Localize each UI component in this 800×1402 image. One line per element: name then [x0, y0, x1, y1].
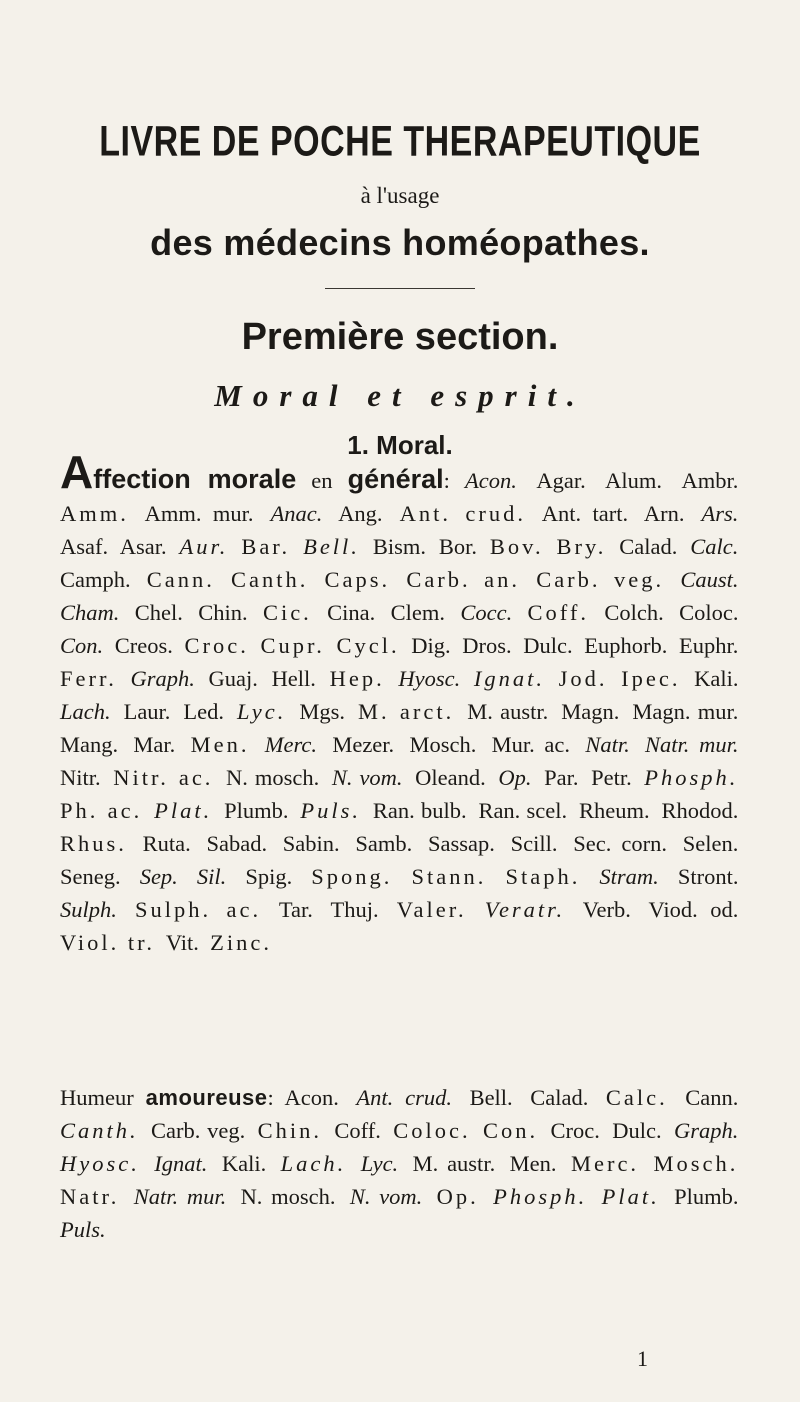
remedy-abbreviation: Hyosc. [60, 1151, 140, 1176]
remedy-abbreviation: Mang. [60, 732, 119, 757]
remedy-abbreviation: Merc. [264, 732, 318, 757]
remedy-abbreviation: Scill. [510, 831, 558, 856]
remedy-abbreviation: Dulc. [523, 633, 573, 658]
remedy-abbreviation: Veratr. [484, 897, 566, 922]
remedy-abbreviation: Plumb. [224, 798, 289, 823]
remedy-abbreviation: Thuj. [330, 897, 379, 922]
page-number: 1 [637, 1346, 648, 1371]
remedy-abbreviation: Bov. [489, 534, 544, 559]
remedy-abbreviation: Merc. [570, 1151, 640, 1176]
remedy-abbreviation: N. vom. [349, 1184, 423, 1209]
paragraph-humeur-amoureuse [60, 1081, 744, 1246]
remedy-abbreviation: Caps. [324, 567, 391, 592]
remedy-abbreviation: Guaj. [208, 666, 258, 691]
remedy-abbreviation: Hell. [271, 666, 316, 691]
remedy-abbreviation: Men. [190, 732, 250, 757]
remedy-abbreviation: N. mosch. [240, 1184, 336, 1209]
remedy-abbreviation: Acon. [465, 468, 517, 493]
remedy-abbreviation: Sassap. [428, 831, 495, 856]
drop-cap: A [60, 446, 94, 498]
remedy-abbreviation: Petr. [591, 765, 632, 790]
remedy-abbreviation: Cupr. [260, 633, 325, 658]
heading-general: général [347, 464, 444, 494]
remedy-abbreviation: Coff. [527, 600, 590, 625]
heading-rest: ffection morale [93, 464, 297, 494]
remedy-abbreviation: Cina. [327, 600, 376, 625]
remedy-abbreviation: Ambr. [681, 468, 739, 493]
remedy-abbreviation: Ipec. [621, 666, 681, 691]
remedy-abbreviation: Caust. [680, 567, 739, 592]
remedy-abbreviation: Vit. [165, 930, 199, 955]
remedy-abbreviation: Calad. [530, 1085, 589, 1110]
remedy-abbreviation: Sec. corn. [573, 831, 668, 856]
remedy-abbreviation: Plat. [154, 798, 213, 823]
remedy-abbreviation: Agar. [536, 468, 586, 493]
remedy-abbreviation: Valer. [396, 897, 467, 922]
section-title: Première section. [241, 316, 559, 358]
remedy-abbreviation: Canth. [231, 567, 309, 592]
remedy-abbreviation: Arn. [643, 501, 685, 526]
remedy-abbreviation: Sep. [139, 864, 178, 889]
remedy-abbreviation: Bor. [438, 534, 478, 559]
remedy-abbreviation: Natr. mur. [645, 732, 739, 757]
remedy-abbreviation: Phosph. [493, 1184, 588, 1209]
paragraph-heading [60, 446, 297, 498]
remedy-abbreviation: Camph. [60, 567, 131, 592]
remedy-abbreviation: Lach. [280, 1151, 347, 1176]
remedy-abbreviation: Bism. [372, 534, 426, 559]
remedy-abbreviation: Samb. [355, 831, 413, 856]
remedy-abbreviation: Nitr. [60, 765, 101, 790]
remedy-abbreviation: Sulph. [60, 897, 117, 922]
remedy-abbreviation: Plumb. [674, 1184, 739, 1209]
remedy-abbreviation: Op. [436, 1184, 479, 1209]
remedy-abbreviation: Seneg. [60, 864, 121, 889]
remedy-abbreviation: Men. [509, 1151, 557, 1176]
remedy-abbreviation: Amm. [60, 501, 129, 526]
remedy-abbreviation: Cocc. [460, 600, 513, 625]
remedy-list [60, 468, 744, 955]
title-divider [325, 288, 475, 289]
remedy-abbreviation: Natr. mur. [133, 1184, 227, 1209]
remedy-abbreviation: Ran. scel. [478, 798, 568, 823]
remedy-abbreviation: Croc. [184, 633, 249, 658]
heading-en: en [311, 468, 333, 493]
remedy-abbreviation: Laur. [123, 699, 171, 724]
remedy-abbreviation: Coloc. [679, 600, 739, 625]
remedy-abbreviation: Ant. tart. [541, 501, 629, 526]
remedy-abbreviation: Rhodod. [661, 798, 739, 823]
remedy-abbreviation: Tar. [278, 897, 313, 922]
remedy-abbreviation: Creos. [114, 633, 173, 658]
remedy-abbreviation: Dros. [462, 633, 512, 658]
remedy-abbreviation: Canth. [60, 1118, 139, 1143]
subsection-title: 1. Moral. [347, 430, 453, 460]
remedy-abbreviation: Croc. [550, 1118, 600, 1143]
remedy-abbreviation: Sil. [196, 864, 227, 889]
remedy-abbreviation: Ph. ac. [60, 798, 143, 823]
remedy-abbreviation: Hyosc. [398, 666, 461, 691]
remedy-abbreviation: Cann. [685, 1085, 739, 1110]
remedy-abbreviation: Graph. [130, 666, 195, 691]
remedy-abbreviation: M. austr. [412, 1151, 496, 1176]
remedy-abbreviation: Oleand. [415, 765, 486, 790]
remedy-abbreviation: Dulc. [612, 1118, 662, 1143]
remedy-abbreviation: Mosch. [653, 1151, 739, 1176]
remedy-abbreviation: Ignat. [473, 666, 545, 691]
remedy-abbreviation: Par. [544, 765, 579, 790]
remedy-abbreviation: Hep. [329, 666, 385, 691]
book-title: LIVRE DE POCHE THERAPEUTIQUE [99, 118, 701, 166]
remedy-abbreviation: Mar. [133, 732, 176, 757]
remedy-abbreviation: M. austr. [467, 699, 549, 724]
paragraph-heading-bold: amoureuse [145, 1085, 268, 1110]
remedy-abbreviation: Kali. [694, 666, 739, 691]
remedy-abbreviation: Ruta. [142, 831, 191, 856]
remedy-abbreviation: Jod. [558, 666, 608, 691]
remedy-abbreviation: Asaf. [60, 534, 109, 559]
remedy-abbreviation: Spong. [311, 864, 393, 889]
remedy-abbreviation: Verb. [582, 897, 631, 922]
remedy-abbreviation: Alum. [605, 468, 663, 493]
remedy-abbreviation: N. mosch. [226, 765, 320, 790]
remedy-abbreviation: Aur. [179, 534, 229, 559]
remedy-abbreviation: Lyc. [236, 699, 287, 724]
remedy-abbreviation: Cycl. [336, 633, 400, 658]
remedy-abbreviation: Stram. [599, 864, 659, 889]
remedy-abbreviation: Puls. [60, 1217, 106, 1242]
remedy-abbreviation: M. arct. [357, 699, 455, 724]
remedy-abbreviation: Zinc. [210, 930, 273, 955]
remedy-abbreviation: Rhus. [60, 831, 127, 856]
remedy-abbreviation: Sabad. [206, 831, 268, 856]
remedy-abbreviation: Mgs. [299, 699, 345, 724]
remedy-abbreviation: Ferr. [60, 666, 117, 691]
remedy-abbreviation: Viol. tr. [60, 930, 156, 955]
heading-colon: : [267, 1085, 274, 1110]
remedy-abbreviation: Ignat. [154, 1151, 208, 1176]
remedy-abbreviation: Magn. mur. [632, 699, 739, 724]
remedy-abbreviation: Euphorb. [584, 633, 668, 658]
remedy-abbreviation: Calc. [605, 1085, 668, 1110]
paragraph-heading-word: Humeur [60, 1085, 134, 1110]
remedy-abbreviation: Bry. [556, 534, 607, 559]
remedy-abbreviation: Calc. [690, 534, 739, 559]
remedy-abbreviation: Mezer. [332, 732, 395, 757]
remedy-abbreviation: Spig. [245, 864, 293, 889]
remedy-abbreviation: Natr. [585, 732, 630, 757]
remedy-abbreviation: Sulph. ac. [134, 897, 262, 922]
remedy-abbreviation: Coff. [334, 1118, 381, 1143]
remedy-abbreviation: Rheum. [579, 798, 650, 823]
book-subtitle-audience: des médecins homéopathes. [150, 222, 650, 263]
remedy-abbreviation: Op. [498, 765, 532, 790]
remedy-abbreviation: Con. [60, 633, 104, 658]
remedy-abbreviation: Chin. [257, 1118, 323, 1143]
remedy-abbreviation: Chel. [134, 600, 183, 625]
remedy-abbreviation: Led. [183, 699, 224, 724]
remedy-abbreviation: Carb. veg. [536, 567, 665, 592]
remedy-abbreviation: Puls. [300, 798, 361, 823]
remedy-abbreviation: Plat. [601, 1184, 660, 1209]
remedy-abbreviation: Stront. [677, 864, 739, 889]
remedy-abbreviation: Nitr. ac. [113, 765, 214, 790]
remedy-abbreviation: Ars. [701, 501, 739, 526]
remedy-abbreviation: Acon. [284, 1085, 339, 1110]
remedy-abbreviation: Coloc. [393, 1118, 471, 1143]
remedy-abbreviation: Carb. an. [406, 567, 521, 592]
remedy-abbreviation: Cham. [60, 600, 120, 625]
remedy-abbreviation: Colch. [604, 600, 664, 625]
remedy-abbreviation: Lyc. [360, 1151, 399, 1176]
remedy-abbreviation: Mosch. [409, 732, 477, 757]
remedy-abbreviation: Ant. crud. [356, 1085, 453, 1110]
remedy-abbreviation: Kali. [221, 1151, 267, 1176]
remedy-abbreviation: Amm. mur. [144, 501, 254, 526]
remedy-abbreviation: Stann. [411, 864, 487, 889]
remedy-abbreviation: Asar. [119, 534, 167, 559]
heading-colon: : [443, 468, 450, 493]
remedy-abbreviation: Chin. [198, 600, 248, 625]
remedy-abbreviation: Clem. [390, 600, 445, 625]
remedy-abbreviation: Ang. [338, 501, 383, 526]
remedy-abbreviation: Bar. [241, 534, 291, 559]
chapter-title: Moral et esprit. [214, 378, 586, 413]
remedy-abbreviation: Euphr. [679, 633, 739, 658]
remedy-abbreviation: Magn. [561, 699, 620, 724]
remedy-abbreviation: Calad. [619, 534, 678, 559]
remedy-abbreviation: N. vom. [331, 765, 403, 790]
paragraph-affection-morale [60, 446, 744, 959]
remedy-abbreviation: Carb. veg. [151, 1118, 246, 1143]
remedy-abbreviation: Ant. crud. [399, 501, 526, 526]
remedy-abbreviation: Selen. [682, 831, 739, 856]
remedy-abbreviation: Graph. [674, 1118, 739, 1143]
remedy-abbreviation: Natr. [60, 1184, 120, 1209]
remedy-abbreviation: Sabin. [282, 831, 340, 856]
remedy-abbreviation: Lach. [60, 699, 111, 724]
remedy-abbreviation: Bell. [469, 1085, 513, 1110]
remedy-abbreviation: Staph. [505, 864, 581, 889]
book-subtitle: à l'usage [360, 183, 440, 208]
remedy-abbreviation: Phosph. [644, 765, 739, 790]
remedy-abbreviation: Cic. [262, 600, 312, 625]
remedy-abbreviation: Anac. [270, 501, 323, 526]
remedy-abbreviation: Dig. [411, 633, 451, 658]
remedy-abbreviation: Ran. bulb. [372, 798, 467, 823]
remedy-abbreviation: Cann. [146, 567, 215, 592]
remedy-abbreviation: Viod. od. [648, 897, 739, 922]
remedy-abbreviation: Bell. [303, 534, 360, 559]
remedy-abbreviation: Con. [482, 1118, 539, 1143]
remedy-abbreviation: Mur. ac. [491, 732, 571, 757]
